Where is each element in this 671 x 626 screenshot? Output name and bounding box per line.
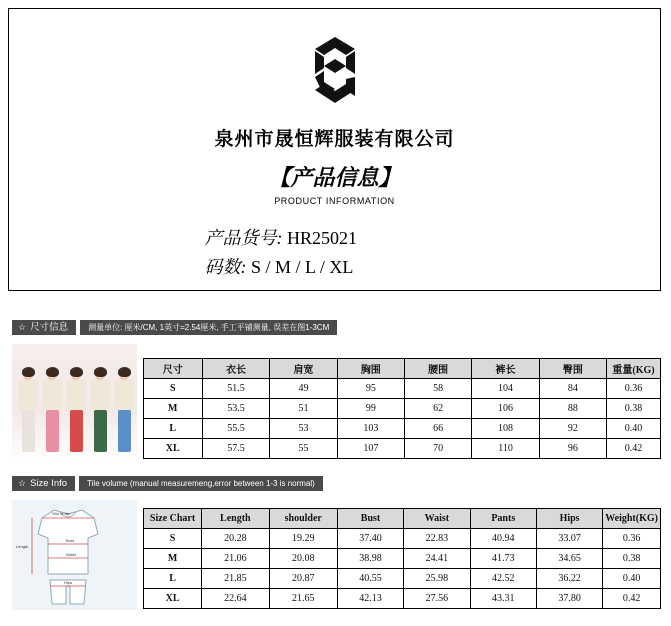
measurement-diagram <box>12 500 137 610</box>
td-cn-2-2: 53 <box>270 419 337 439</box>
th-en-7: Weight(KG) <box>603 509 661 529</box>
star-icon: ☆ <box>18 478 27 488</box>
section-bar-en <box>12 476 323 491</box>
td-cn-2-0: L <box>144 419 203 439</box>
svg-text:Hips: Hips <box>64 580 73 585</box>
td-cn-3-1: 57.5 <box>202 439 270 459</box>
td-en-2-0: L <box>144 569 202 589</box>
model-photo-cn <box>12 344 137 464</box>
th-en-5: Pants <box>470 509 536 529</box>
th-en-6: Hips <box>536 509 602 529</box>
brand-logo <box>299 35 371 110</box>
table-row <box>144 589 661 609</box>
td-cn-0-1: 51.5 <box>202 379 270 399</box>
table-row <box>144 419 661 439</box>
sizes-line <box>205 253 465 279</box>
star-icon: ☆ <box>18 322 27 332</box>
sku-label: 产品货号: <box>204 228 283 248</box>
section-title-cn-text: 尺寸信息 <box>30 322 69 333</box>
size-table-en <box>143 508 661 609</box>
td-cn-1-6: 88 <box>539 399 606 419</box>
td-cn-1-0: M <box>144 399 203 419</box>
td-cn-2-3: 103 <box>337 419 405 439</box>
td-en-2-1: 21.85 <box>202 569 269 589</box>
section-bar-cn <box>12 320 337 335</box>
size-table-cn <box>143 358 661 459</box>
table-row <box>144 439 661 459</box>
td-en-0-3: 37.40 <box>337 529 403 549</box>
td-en-1-5: 41.73 <box>470 549 536 569</box>
svg-text:Bust: Bust <box>66 538 75 543</box>
td-cn-2-4: 66 <box>405 419 472 439</box>
td-en-2-4: 25.98 <box>404 569 470 589</box>
td-en-2-6: 36.22 <box>536 569 602 589</box>
svg-text:Waist: Waist <box>66 552 76 557</box>
td-cn-3-5: 110 <box>472 439 540 459</box>
td-cn-0-0: S <box>144 379 203 399</box>
product-info-title-cn: 【产品信息】 <box>268 165 401 190</box>
svg-text:Length: Length <box>16 544 29 549</box>
td-en-1-7: 0.38 <box>603 549 661 569</box>
td-cn-3-7: 0.42 <box>606 439 660 459</box>
td-cn-0-3: 95 <box>337 379 405 399</box>
section-title-en-text: Size Info <box>30 478 68 489</box>
th-en-4: Waist <box>404 509 470 529</box>
td-cn-1-5: 106 <box>472 399 540 419</box>
td-en-1-6: 34.65 <box>536 549 602 569</box>
td-cn-0-7: 0.36 <box>606 379 660 399</box>
th-cn-3: 胸围 <box>337 359 405 379</box>
td-cn-1-3: 99 <box>337 399 405 419</box>
td-en-0-2: 19.29 <box>269 529 337 549</box>
th-cn-2: 肩宽 <box>270 359 337 379</box>
section-title-cn <box>12 320 76 335</box>
td-cn-2-1: 55.5 <box>202 419 270 439</box>
td-en-3-1: 22.64 <box>202 589 269 609</box>
section-note-en: Tile volume (manual measuremeng,error between 1-3 is normal) <box>79 476 323 491</box>
td-en-0-5: 40.94 <box>470 529 536 549</box>
td-en-1-2: 20.08 <box>269 549 337 569</box>
td-en-3-5: 43.31 <box>470 589 536 609</box>
th-cn-4: 腰围 <box>405 359 472 379</box>
table-row <box>144 569 661 589</box>
section-title-en <box>12 476 75 491</box>
product-info-title-en: PRODUCT INFORMATION <box>274 196 395 206</box>
td-en-3-0: XL <box>144 589 202 609</box>
spec-block <box>9 224 660 282</box>
th-en-0: Size Chart <box>144 509 202 529</box>
table-header-row-en <box>144 509 661 529</box>
th-cn-5: 裤长 <box>472 359 540 379</box>
sku-line <box>205 224 465 250</box>
td-en-0-6: 33.07 <box>536 529 602 549</box>
td-en-3-6: 37.80 <box>536 589 602 609</box>
td-en-3-4: 27.56 <box>404 589 470 609</box>
td-cn-0-2: 49 <box>270 379 337 399</box>
td-en-3-2: 21.65 <box>269 589 337 609</box>
header-card <box>8 8 661 291</box>
td-en-3-3: 42.13 <box>337 589 403 609</box>
td-en-1-1: 21.06 <box>202 549 269 569</box>
td-cn-0-6: 84 <box>539 379 606 399</box>
table-header-row-cn <box>144 359 661 379</box>
th-en-3: Bust <box>337 509 403 529</box>
td-en-0-1: 20.28 <box>202 529 269 549</box>
table-row <box>144 379 661 399</box>
th-en-2: shoulder <box>269 509 337 529</box>
section-note-cn: 测量单位: 厘米/CM, 1英寸=2.54厘米, 手工平铺测量, 误差在图1-3CM <box>80 320 337 335</box>
td-cn-1-1: 53.5 <box>202 399 270 419</box>
th-cn-0: 尺寸 <box>144 359 203 379</box>
td-en-1-0: M <box>144 549 202 569</box>
td-cn-0-5: 104 <box>472 379 540 399</box>
td-cn-1-2: 51 <box>270 399 337 419</box>
td-en-2-7: 0.40 <box>603 569 661 589</box>
sizes-value: S / M / L / XL <box>251 257 354 277</box>
td-en-2-3: 40.55 <box>337 569 403 589</box>
td-en-2-5: 42.52 <box>470 569 536 589</box>
td-en-1-3: 38.98 <box>337 549 403 569</box>
company-name: 泉州市晟恒辉服装有限公司 <box>214 129 455 150</box>
th-cn-7: 重量(KG) <box>606 359 660 379</box>
th-cn-1: 衣长 <box>202 359 270 379</box>
td-cn-1-4: 62 <box>405 399 472 419</box>
table-row <box>144 399 661 419</box>
td-cn-0-4: 58 <box>405 379 472 399</box>
td-cn-2-7: 0.40 <box>606 419 660 439</box>
td-en-2-2: 20.87 <box>269 569 337 589</box>
td-cn-3-2: 55 <box>270 439 337 459</box>
td-cn-3-0: XL <box>144 439 203 459</box>
td-en-3-7: 0.42 <box>603 589 661 609</box>
td-en-0-0: S <box>144 529 202 549</box>
td-cn-3-4: 70 <box>405 439 472 459</box>
td-cn-3-6: 96 <box>539 439 606 459</box>
td-en-1-4: 24.41 <box>404 549 470 569</box>
td-cn-2-6: 92 <box>539 419 606 439</box>
th-en-1: Length <box>202 509 269 529</box>
td-cn-1-7: 0.38 <box>606 399 660 419</box>
td-cn-3-3: 107 <box>337 439 405 459</box>
td-cn-2-5: 108 <box>472 419 540 439</box>
table-row <box>144 549 661 569</box>
svg-text:Sho ul der: Sho ul der <box>52 511 71 516</box>
sizes-label: 码数: <box>204 257 247 277</box>
td-en-0-7: 0.36 <box>603 529 661 549</box>
sku-value: HR25021 <box>287 228 358 248</box>
th-cn-6: 臀围 <box>539 359 606 379</box>
table-row <box>144 529 661 549</box>
td-en-0-4: 22.83 <box>404 529 470 549</box>
